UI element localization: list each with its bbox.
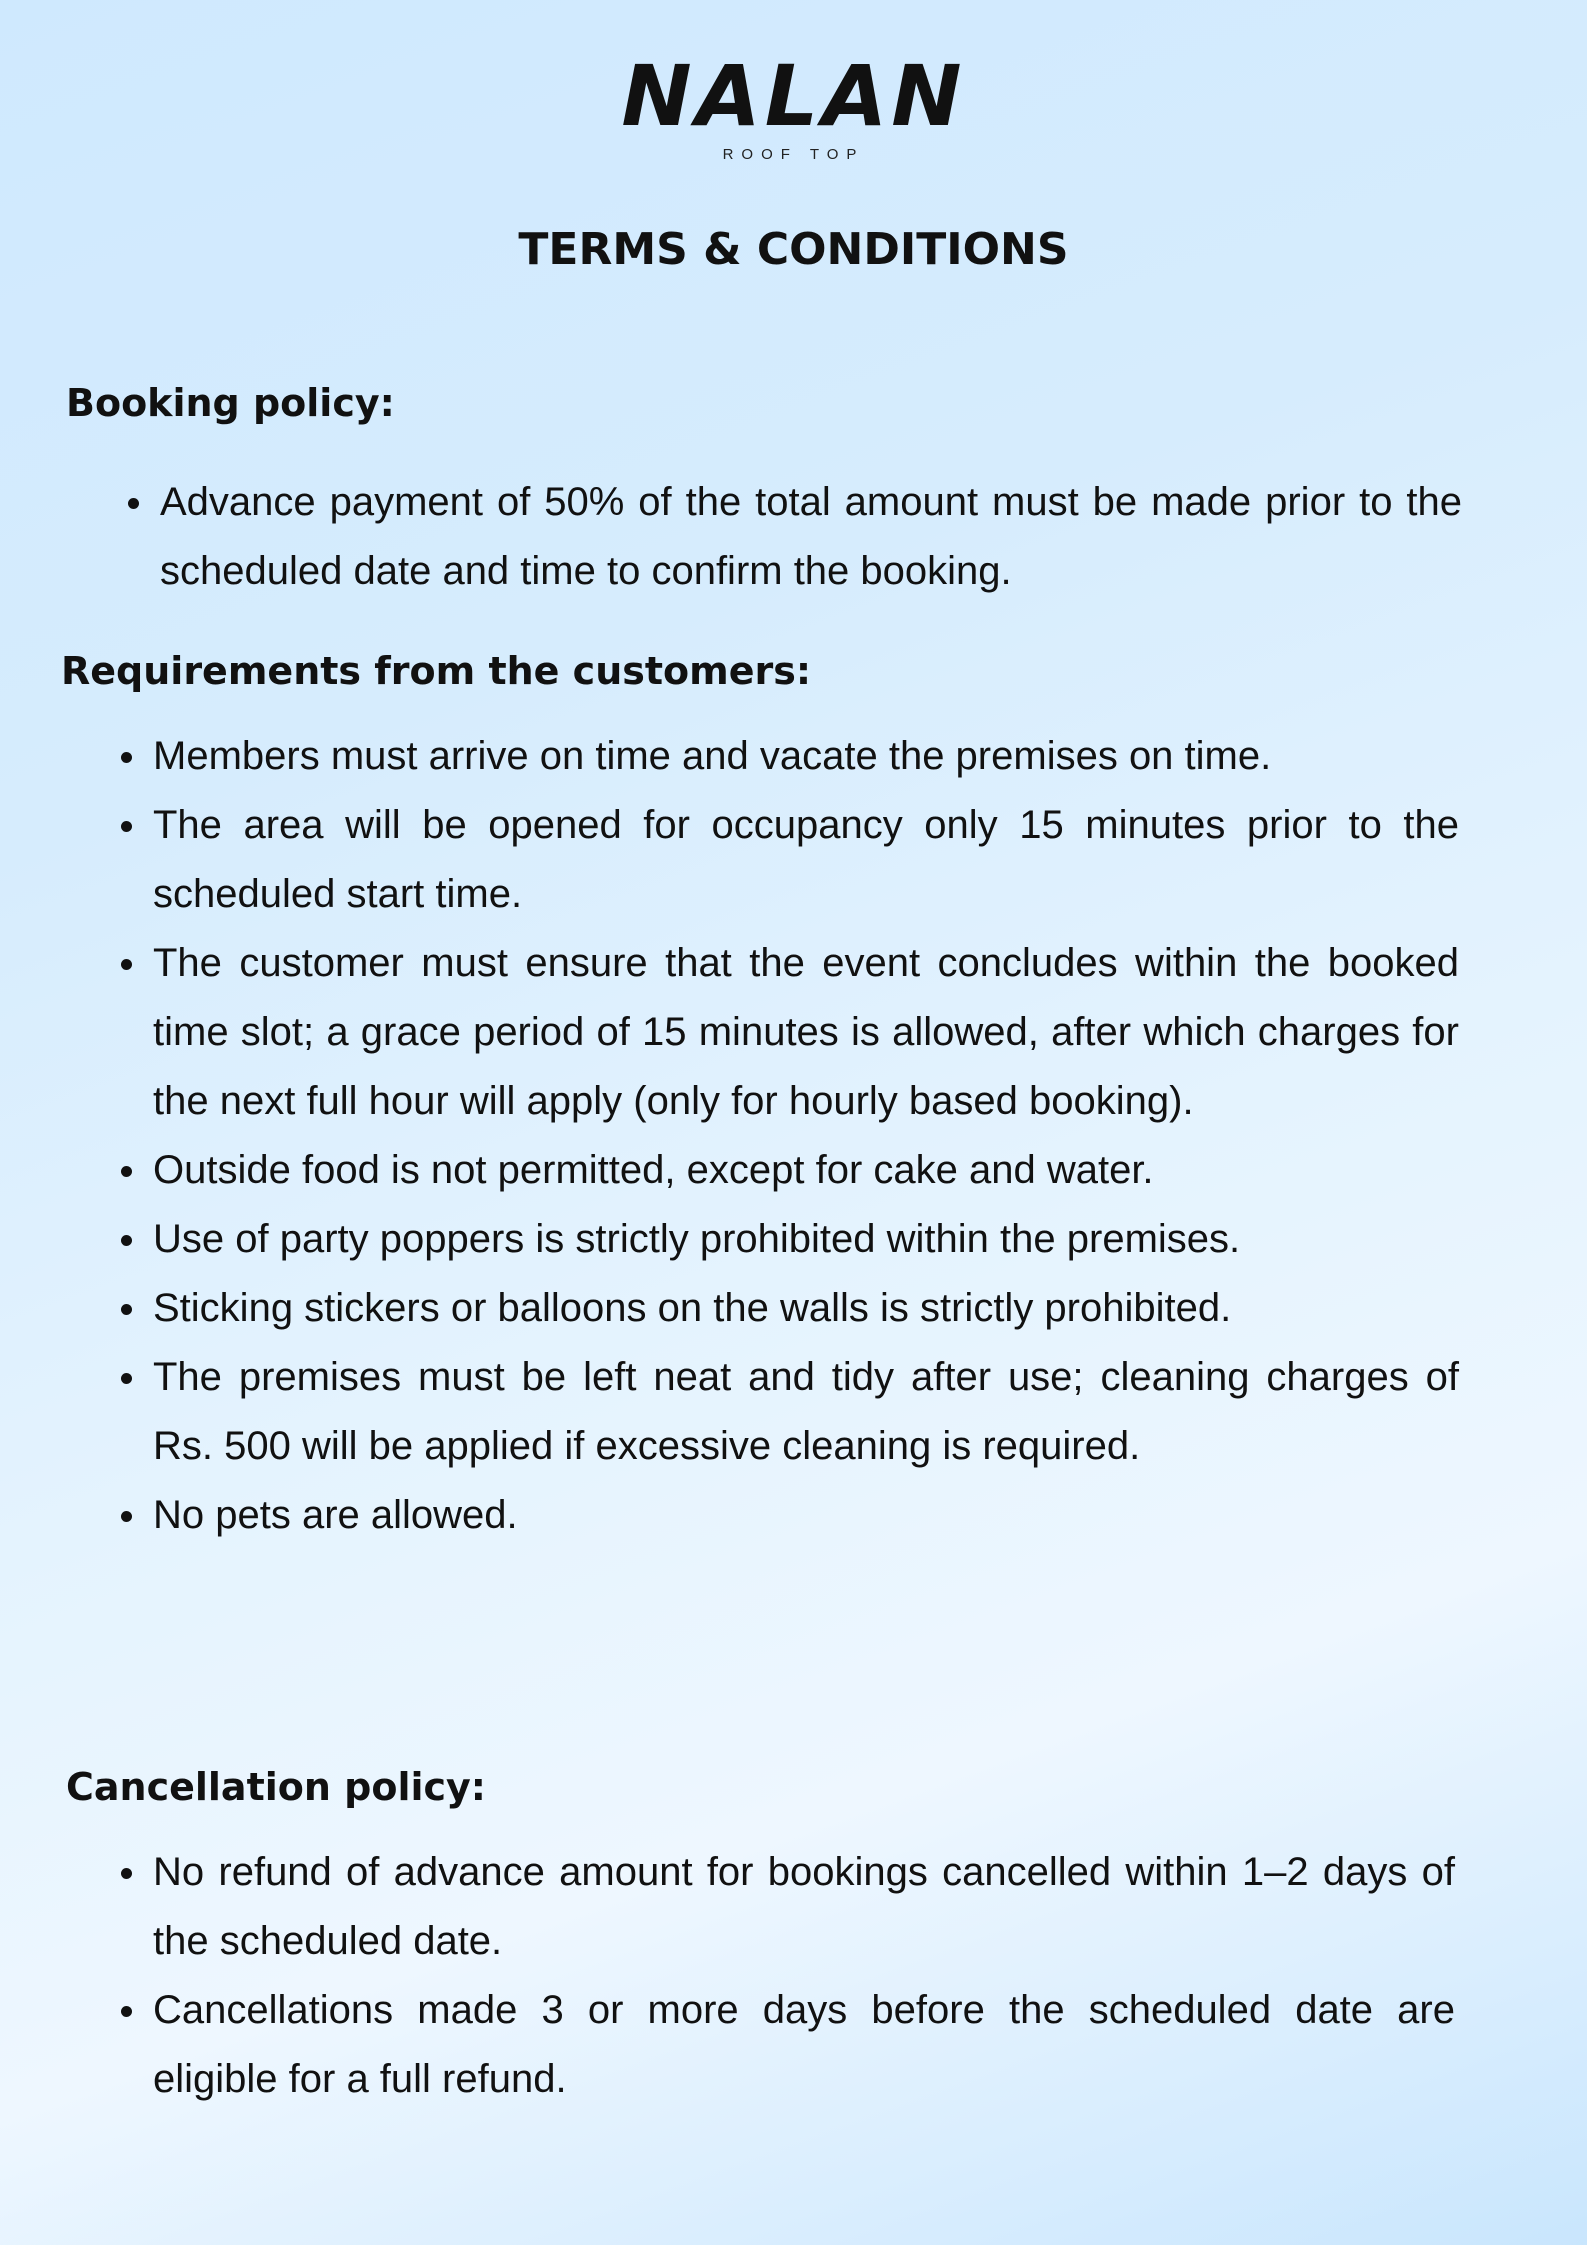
list-item: The premises must be left neat and tidy after use; cleaning charges of Rs. 500 will be applied if excessive cleaning is required. <box>153 1343 1459 1481</box>
list-item: The customer must ensure that the event concludes within the booked time slot; a grace period of 15 minutes is allowed, after which charges for the next full hour will apply (only for hourly based booking). <box>153 929 1459 1136</box>
page-title: TERMS & CONDITIONS <box>518 224 1069 275</box>
list-item: No refund of advance amount for bookings cancelled within 1–2 days of the scheduled date. <box>153 1838 1455 1976</box>
list-item: Use of party poppers is strictly prohibited within the premises. <box>153 1205 1459 1274</box>
list-item: No pets are allowed. <box>153 1481 1459 1550</box>
list-item: Sticking stickers or balloons on the walls is strictly prohibited. <box>153 1274 1459 1343</box>
nalan-logo <box>0 48 1587 163</box>
requirements-list <box>153 722 1459 1550</box>
list-item: Cancellations made 3 or more days before the scheduled date are eligible for a full refund. <box>153 1976 1455 2114</box>
list-item: Members must arrive on time and vacate the premises on time. <box>153 722 1459 791</box>
cancellation-policy-section <box>0 1762 1587 2114</box>
requirements-section <box>0 646 1587 1550</box>
booking-policy-list <box>160 468 1462 606</box>
logo-subtitle: ROOF TOP <box>722 146 865 163</box>
section-heading: Booking policy: <box>66 381 395 425</box>
logo-wordmark: NALAN <box>621 47 966 145</box>
list-item: The area will be opened for occupancy only 15 minutes prior to the scheduled start time. <box>153 791 1459 929</box>
section-heading: Cancellation policy: <box>66 1765 487 1809</box>
cancellation-policy-list <box>153 1838 1455 2114</box>
section-heading: Requirements from the customers: <box>61 649 812 693</box>
list-item: Advance payment of 50% of the total amount must be made prior to the scheduled date and time to confirm the booking. <box>160 468 1462 606</box>
list-item: Outside food is not permitted, except for cake and water. <box>153 1136 1459 1205</box>
booking-policy-section <box>0 378 1587 606</box>
